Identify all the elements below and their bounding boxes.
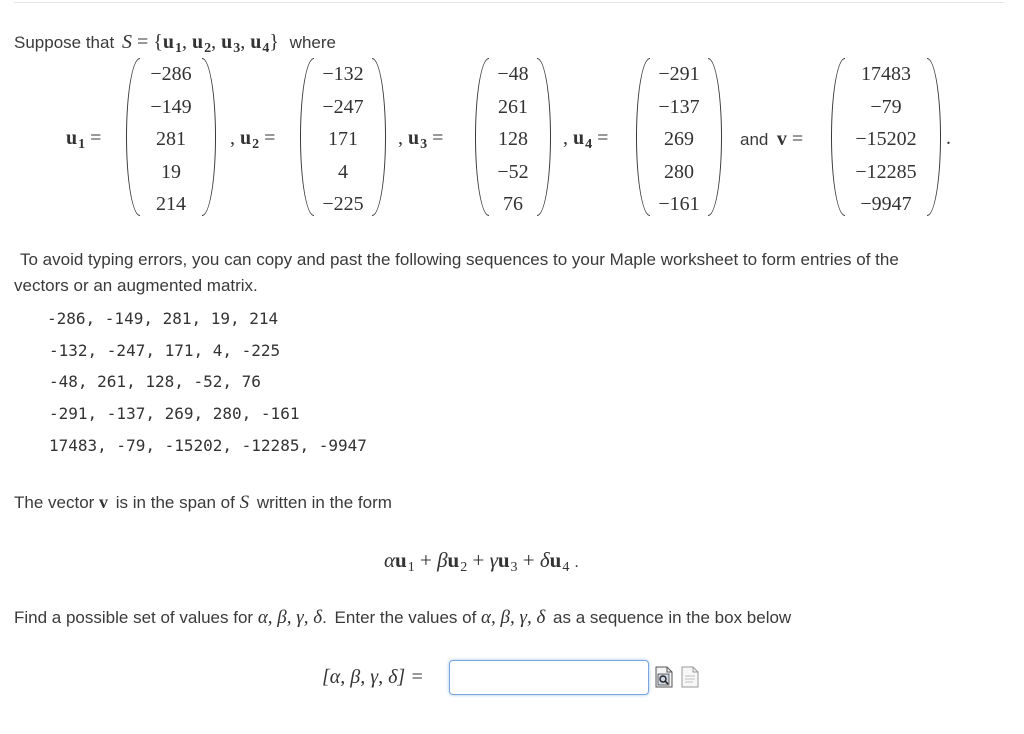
matrix-u1 xyxy=(126,58,216,218)
find-suffix: as a sequence in the box below xyxy=(553,608,792,627)
right-paren xyxy=(537,58,551,216)
matrix-cell: −9947 xyxy=(860,193,912,215)
matrix-cell: 261 xyxy=(498,95,528,118)
answer-label: [α, β, γ, δ] = xyxy=(322,666,424,688)
instruction-line1: To avoid typing errors, you can copy and past the following sequences to your Maple worksheet to form entries of the xyxy=(20,250,899,269)
set-u2: $u_2$ xyxy=(191,31,212,56)
right-paren xyxy=(202,58,216,216)
u4-label: , $u_4$ = xyxy=(563,127,609,152)
matrix-cell: −225 xyxy=(322,193,364,215)
sequence-u1: -286, -149, 281, 19, 214 xyxy=(47,309,279,328)
matrix-cell: −161 xyxy=(658,193,700,215)
matrix-cell: 171 xyxy=(328,128,358,150)
v-symbol: v xyxy=(776,128,787,150)
instruction-line2: vectors or an augmented matrix. xyxy=(14,276,258,295)
matrix-u4 xyxy=(636,58,722,218)
matrix-cell: 128 xyxy=(498,128,528,150)
matrix-cell: 214 xyxy=(156,193,186,215)
matrix-u3 xyxy=(475,58,551,218)
span-suffix: written in the form xyxy=(256,493,392,512)
matrix-cell: 17483 xyxy=(861,63,911,85)
intro-text: Suppose that $S = \{u_1$, $u_2$, $u_3$, $u_4$} where xyxy=(14,31,336,56)
span-set: S xyxy=(239,492,250,513)
matrix-cell: −132 xyxy=(322,63,364,85)
matrix-cell: −52 xyxy=(497,160,529,183)
right-paren xyxy=(927,58,941,216)
sequence-u2: -132, -247, 171, 4, -225 xyxy=(49,341,281,360)
matrix-cell: 76 xyxy=(503,193,523,215)
matrix-cell: −286 xyxy=(150,63,192,85)
find-statement: Find a possible set of values for α, β, γ, δ. Enter the values of α, β, γ, δ as a sequence in the box below xyxy=(14,607,792,628)
preview-icon[interactable] xyxy=(655,666,673,688)
set-u3: $u_3$ xyxy=(221,31,241,56)
sequence-u4: -291, -137, 269, 280, -161 xyxy=(49,404,300,423)
answer-input[interactable] xyxy=(449,660,649,695)
find-middle: Enter the values of xyxy=(334,608,477,627)
set-u1: $u_1$ xyxy=(162,31,182,56)
matrix-cell: −149 xyxy=(150,95,192,118)
matrix-cell: 19 xyxy=(161,160,181,183)
left-paren xyxy=(475,58,489,216)
matrix-u2 xyxy=(300,58,386,218)
span-middle: is in the span of xyxy=(115,493,235,512)
find-prefix: Find a possible set of values for xyxy=(14,608,254,627)
top-divider xyxy=(14,2,1004,3)
left-paren xyxy=(126,58,140,216)
span-statement xyxy=(14,492,392,514)
set-u4: $u_4$ xyxy=(250,31,270,56)
intro-prefix: Suppose that xyxy=(14,33,115,52)
matrix-cell: −291 xyxy=(658,63,700,85)
matrix-cell: −137 xyxy=(658,95,700,118)
matrix-cell: −247 xyxy=(322,95,364,118)
find-vars-2: α, β, γ, δ xyxy=(481,607,546,628)
find-vars-1: α, β, γ, δ xyxy=(257,607,323,628)
final-period: . xyxy=(946,127,951,149)
matrix-cell: −15202 xyxy=(855,128,917,150)
matrix-cell: −12285 xyxy=(855,160,917,183)
matrix-cell: −79 xyxy=(870,95,902,118)
matrix-cell: 269 xyxy=(664,128,694,150)
right-paren xyxy=(372,58,386,216)
matrix-v xyxy=(831,58,941,218)
sequence-u3: -48, 261, 128, -52, 76 xyxy=(49,372,261,391)
left-paren xyxy=(300,58,314,216)
intro-where: where xyxy=(289,33,336,52)
right-paren xyxy=(708,58,722,216)
set-symbol: S xyxy=(121,31,132,53)
linear-combination: $\alpha u_1 + \beta u_2 + \gamma u_3 + \delta u_4$ . xyxy=(384,548,579,575)
matrix-cell: 4 xyxy=(338,160,348,183)
set-equals: = { xyxy=(131,31,163,53)
left-paren xyxy=(636,58,650,216)
u1-label: $u_1$ = xyxy=(66,127,102,152)
matrix-cell: 281 xyxy=(156,128,186,150)
left-paren xyxy=(831,58,845,216)
and-v-label: and v = xyxy=(740,128,804,150)
matrix-cell: −48 xyxy=(497,63,529,85)
help-icon[interactable] xyxy=(681,666,699,688)
and-text: and xyxy=(740,130,769,149)
u3-label: , $u_3$ = xyxy=(398,127,444,152)
u2-label: , $u_2$ = xyxy=(230,127,276,152)
matrix-cell: 280 xyxy=(664,160,694,183)
span-prefix: The vector xyxy=(14,493,95,512)
span-vec: v xyxy=(99,492,109,512)
sequence-v: 17483, -79, -15202, -12285, -9947 xyxy=(49,436,367,455)
